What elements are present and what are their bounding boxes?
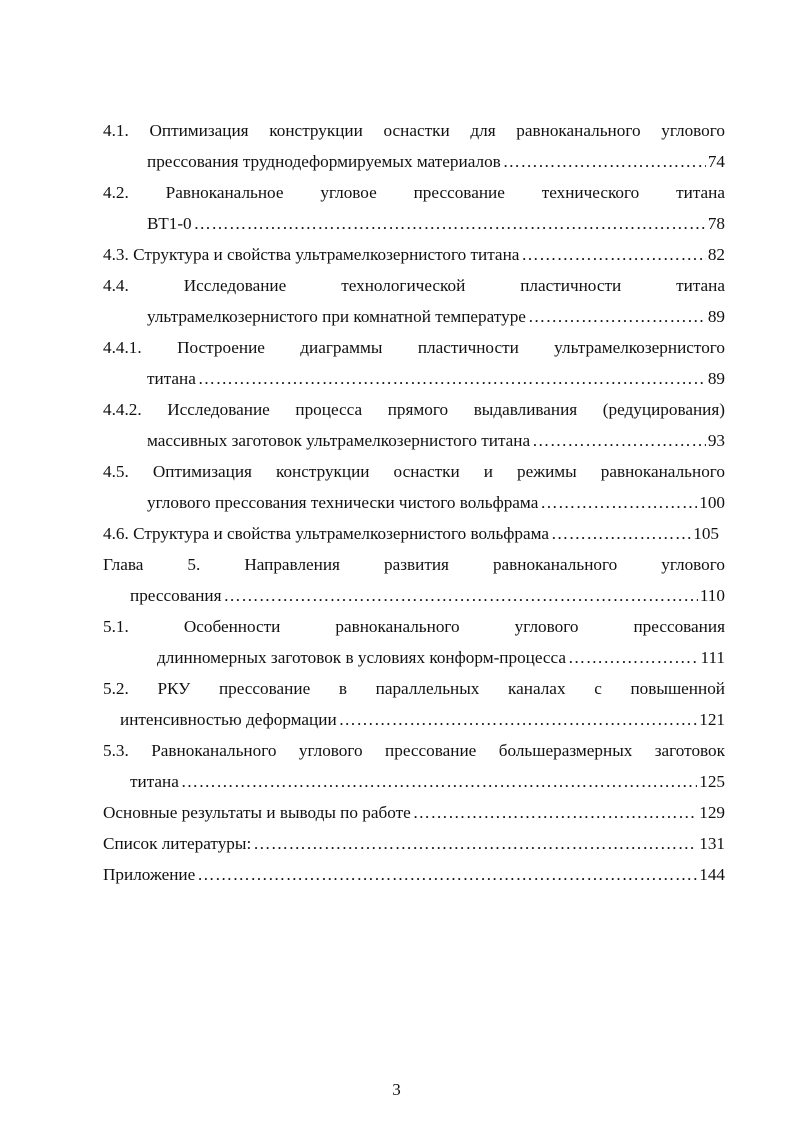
toc-entry-title: 4.6. Структура и свойства ультрамелкозернистого вольфрама [103, 524, 550, 543]
table-of-contents [103, 115, 725, 890]
toc-page-number: 129 [699, 803, 725, 822]
toc-leader-dots [198, 363, 706, 394]
toc-page-number: 89 [707, 307, 725, 326]
toc-entry [103, 239, 725, 270]
toc-entry [103, 518, 725, 549]
toc-page-number: 105 [693, 524, 719, 543]
toc-page-number: 89 [707, 369, 725, 388]
toc-entry-title-line2: титана [130, 772, 179, 791]
toc-entry-title-line1: Глава 5. Направления развития равноканального углового [103, 555, 725, 574]
toc-entry [103, 177, 725, 239]
toc-entry-title-line2: прессования [130, 586, 222, 605]
toc-entry-title-line1: 5.2. РКУ прессование в параллельных каналах с повышенной [103, 679, 725, 698]
toc-leader-dots [521, 239, 705, 270]
toc-entry [103, 270, 725, 332]
toc-entry [103, 394, 725, 456]
toc-entry-title-line2: ВТ1-0 [147, 214, 192, 233]
toc-entry-title-line1: 5.3. Равноканального углового прессование большеразмерных заготовок [103, 741, 725, 760]
toc-entry-title-line2: интенсивностью деформации [120, 710, 337, 729]
toc-entry [103, 673, 725, 735]
toc-page-number: 82 [707, 245, 725, 264]
toc-page-number: 111 [700, 648, 725, 667]
toc-leader-dots [197, 859, 697, 890]
toc-leader-dots [224, 580, 698, 611]
toc-leader-dots [551, 518, 691, 549]
toc-entry [103, 611, 725, 673]
toc-page-number: 144 [699, 865, 725, 884]
toc-entry-title-line1: 4.4. Исследование технологической пластичности титана [103, 276, 725, 295]
toc-entry [103, 859, 725, 890]
toc-page-number: 110 [699, 586, 725, 605]
toc-entry [103, 456, 725, 518]
toc-page-number: 74 [707, 152, 725, 171]
toc-entry-title-line2: титана [147, 369, 196, 388]
toc-entry-title-line2: длинномерных заготовок в условиях конформ-процесса [157, 648, 567, 667]
toc-entry [103, 115, 725, 177]
toc-entry-title: Основные результаты и выводы по работе [103, 803, 411, 822]
toc-entry-title-line1: 4.2. Равноканальное угловое прессование технического титана [103, 183, 725, 202]
toc-leader-dots [253, 828, 697, 859]
toc-entry-title-line1: 4.1. Оптимизация конструкции оснастки для равноканального углового [103, 121, 725, 140]
toc-entry-title-line2: ультрамелкозернистого при комнатной температуре [147, 307, 526, 326]
toc-leader-dots [181, 766, 697, 797]
toc-page-number: 78 [707, 214, 725, 233]
toc-leader-dots [532, 425, 706, 456]
toc-leader-dots [503, 146, 706, 177]
toc-entry [103, 828, 725, 859]
toc-leader-dots [339, 704, 698, 735]
toc-entry-title-line1: 4.5. Оптимизация конструкции оснастки и режимы равноканального [103, 462, 725, 481]
toc-page-number: 100 [699, 493, 725, 512]
toc-entry-chapter [103, 549, 725, 611]
toc-page-number: 125 [699, 772, 725, 791]
toc-entry [103, 332, 725, 394]
toc-leader-dots [413, 797, 697, 828]
toc-entry-title-line2: массивных заготовок ультрамелкозернистого титана [147, 431, 531, 450]
toc-entry-title-line2: прессования труднодеформируемых материалов [147, 152, 501, 171]
toc-entry-title: Список литературы: [103, 834, 252, 853]
toc-page-number: 121 [699, 710, 725, 729]
toc-entry-title-line1: 4.4.2. Исследование процесса прямого выдавливания (редуцирования) [103, 400, 725, 419]
toc-entry [103, 735, 725, 797]
toc-entry-title-line1: 5.1. Особенности равноканального углового прессования [103, 617, 725, 636]
toc-page-number: 131 [699, 834, 725, 853]
toc-entry-title: Приложение [103, 865, 196, 884]
page-number: 3 [392, 1080, 401, 1099]
toc-leader-dots [528, 301, 706, 332]
toc-leader-dots [540, 487, 697, 518]
toc-entry-title: 4.3. Структура и свойства ультрамелкозернистого титана [103, 245, 520, 264]
toc-entry-title-line1: 4.4.1. Построение диаграммы пластичности ультрамелкозернистого [103, 338, 725, 357]
toc-leader-dots [568, 642, 698, 673]
toc-page-number: 93 [707, 431, 725, 450]
toc-leader-dots [194, 208, 706, 239]
toc-entry-title-line2: углового прессования технически чистого вольфрама [147, 493, 539, 512]
toc-entry [103, 797, 725, 828]
